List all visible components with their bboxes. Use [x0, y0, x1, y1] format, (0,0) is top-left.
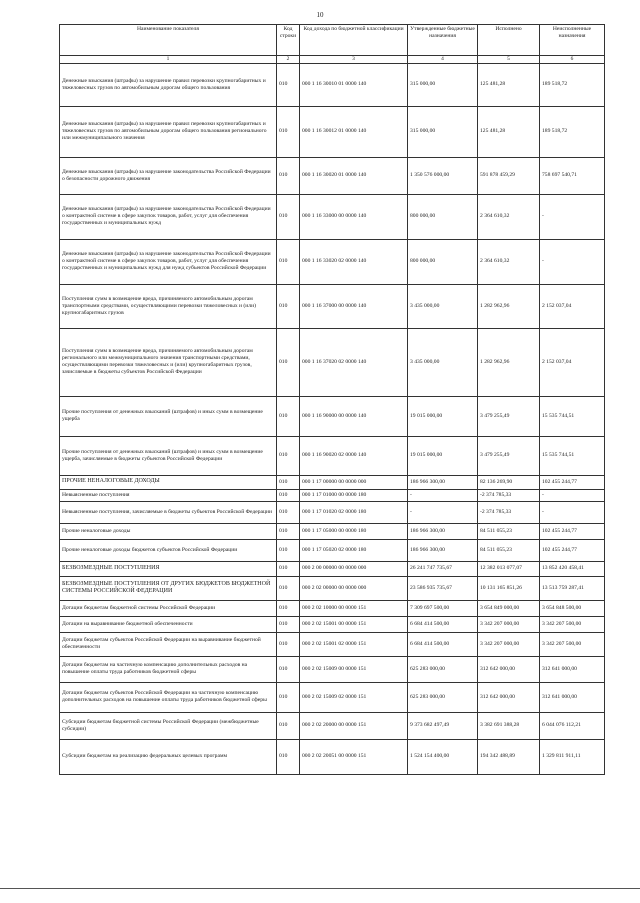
row-unexecuted: 2 152 037,04: [540, 328, 605, 396]
row-approved: 186 966 300,00: [408, 539, 478, 561]
row-income-code: 000 2 00 00000 00 0000 000: [300, 561, 408, 576]
row-line-code: 010: [277, 194, 300, 239]
page-bottom-rule: [0, 888, 640, 889]
table-row: [60, 157, 605, 194]
row-executed: 10 131 165 851,26: [478, 576, 540, 600]
row-line-code: 010: [277, 106, 300, 157]
page-number: 10: [316, 11, 324, 19]
row-name: Дотации на выравнивание бюджетной обеспеченности: [60, 616, 277, 632]
row-approved: 19 015 000,00: [408, 436, 478, 475]
row-name: Дотации бюджетам на частичную компенсацию дополнительных расходов на повышение оплаты труда работников бюджетной сферы: [60, 656, 277, 682]
row-income-code: 000 1 17 00000 00 0000 000: [300, 475, 408, 489]
row-income-code: 000 2 02 15009 00 0000 151: [300, 656, 408, 682]
row-executed: 194 342 488,89: [478, 739, 540, 774]
table-row: [60, 239, 605, 284]
row-approved: 19 015 000,00: [408, 396, 478, 436]
column-number: 3: [300, 56, 408, 64]
row-line-code: 010: [277, 682, 300, 712]
row-name: БЕЗВОЗМЕЗДНЫЕ ПОСТУПЛЕНИЯ ОТ ДРУГИХ БЮДЖЕТОВ БЮДЖЕТНОЙ СИСТЕМЫ РОССИЙСКОЙ ФЕДЕРАЦИИ: [60, 576, 277, 600]
row-executed: 84 511 055,23: [478, 523, 540, 539]
row-income-code: 000 2 02 00000 00 0000 000: [300, 576, 408, 600]
row-line-code: 010: [277, 656, 300, 682]
row-unexecuted: 6 044 076 112,21: [540, 712, 605, 739]
row-executed: 2 364 610,32: [478, 239, 540, 284]
row-approved: 6 684 414 500,00: [408, 632, 478, 656]
row-line-code: 010: [277, 501, 300, 523]
column-number: 4: [408, 56, 478, 64]
row-line-code: 010: [277, 712, 300, 739]
row-executed: 3 342 207 000,00: [478, 632, 540, 656]
row-executed: -2 374 785,33: [478, 489, 540, 501]
table-row: [60, 489, 605, 501]
row-approved: 315 000,00: [408, 106, 478, 157]
row-approved: -: [408, 489, 478, 501]
row-name: Прочие поступления от денежных взысканий (штрафов) и иных сумм в возмещение ущерба, зачисляемые в бюджеты субъектов Российской Федерации: [60, 436, 277, 475]
row-executed: 125 481,28: [478, 63, 540, 106]
row-income-code: 000 2 02 20000 00 0000 151: [300, 712, 408, 739]
row-name: Невыясненные поступления: [60, 489, 277, 501]
table-row: [60, 396, 605, 436]
row-name: Поступления сумм в возмещение вреда, причиняемого автомобильным дорогам регионального или межмуниципального значения транспортными средствами, осуществляющими перевозки тяжеловесных и (или) крупногабаритных грузов, зачисляемые в бюджеты субъектов Российской Федерации: [60, 328, 277, 396]
table-row: [60, 561, 605, 576]
row-name: Денежные взыскания (штрафы) за нарушение правил перевозки крупногабаритных и тяжеловесных грузов по автомобильным дорогам общего пользования регионального или межмуниципального значения: [60, 106, 277, 157]
row-income-code: 000 1 16 90000 00 0000 140: [300, 396, 408, 436]
header-row: [60, 25, 605, 56]
row-name: БЕЗВОЗМЕЗДНЫЕ ПОСТУПЛЕНИЯ: [60, 561, 277, 576]
row-income-code: 000 2 02 20051 00 0000 151: [300, 739, 408, 774]
row-approved: 9 373 682 497,49: [408, 712, 478, 739]
header-approved: Утвержденные бюджетные назначения: [408, 25, 478, 56]
row-executed: 3 479 255,49: [478, 396, 540, 436]
row-unexecuted: 102 455 244,77: [540, 523, 605, 539]
row-approved: 1 350 576 000,00: [408, 157, 478, 194]
row-approved: 186 966 300,00: [408, 475, 478, 489]
table-row: [60, 501, 605, 523]
row-executed: 82 136 269,90: [478, 475, 540, 489]
row-income-code: 000 1 16 30020 01 0000 140: [300, 157, 408, 194]
table-row: [60, 712, 605, 739]
row-name: Поступления сумм в возмещение вреда, причиняемого автомобильным дорогам транспортными средствами, осуществляющими перевозки тяжеловесных и (или) крупногабаритных грузов: [60, 284, 277, 328]
row-approved: 625 283 000,00: [408, 656, 478, 682]
row-name: Денежные взыскания (штрафы) за нарушение правил перевозки крупногабаритных и тяжеловесных грузов по автомобильным дорогам общего пользования: [60, 63, 277, 106]
row-approved: 800 000,00: [408, 239, 478, 284]
row-unexecuted: 3 342 207 500,00: [540, 632, 605, 656]
table-row: [60, 632, 605, 656]
row-unexecuted: 102 455 244,77: [540, 475, 605, 489]
row-name: Денежные взыскания (штрафы) за нарушение законодательства Российской Федерации о безопасности дорожного движения: [60, 157, 277, 194]
table-row: [60, 739, 605, 774]
row-unexecuted: -: [540, 194, 605, 239]
table-row: [60, 328, 605, 396]
row-income-code: 000 1 16 33000 00 0000 140: [300, 194, 408, 239]
table-row: [60, 284, 605, 328]
row-name: Дотации бюджетам субъектов Российской Федерации на частичную компенсацию дополнительных расходов на повышение оплаты труда работников бюджетной сферы: [60, 682, 277, 712]
row-unexecuted: 189 518,72: [540, 106, 605, 157]
row-unexecuted: -: [540, 239, 605, 284]
row-unexecuted: 13 852 420 458,41: [540, 561, 605, 576]
row-executed: 1 282 962,96: [478, 328, 540, 396]
header-name: Наименование показателя: [60, 25, 277, 56]
row-name: Невыясненные поступления, зачисляемые в бюджеты субъектов Российской Федерации: [60, 501, 277, 523]
row-unexecuted: -: [540, 489, 605, 501]
row-income-code: 000 1 17 05000 00 0000 180: [300, 523, 408, 539]
row-line-code: 010: [277, 239, 300, 284]
row-name: Дотации бюджетам субъектов Российской Федерации на выравнивание бюджетной обеспеченности: [60, 632, 277, 656]
row-line-code: 010: [277, 284, 300, 328]
row-name: Субсидии бюджетам на реализацию федеральных целевых программ: [60, 739, 277, 774]
row-name: Прочие неналоговые доходы бюджетов субъектов Российской Федерации: [60, 539, 277, 561]
row-income-code: 000 1 16 30010 01 0000 140: [300, 63, 408, 106]
row-line-code: 010: [277, 436, 300, 475]
row-line-code: 010: [277, 328, 300, 396]
row-unexecuted: 312 641 000,00: [540, 656, 605, 682]
row-line-code: 010: [277, 632, 300, 656]
table-row: [60, 475, 605, 489]
row-income-code: 000 2 02 15009 02 0000 151: [300, 682, 408, 712]
row-name: Денежные взыскания (штрафы) за нарушение законодательства Российской Федерации о контрактной системе в сфере закупок товаров, работ, услуг для обеспечения государственных и муниципальных нужд: [60, 194, 277, 239]
row-line-code: 010: [277, 739, 300, 774]
row-executed: 3 342 207 000,00: [478, 616, 540, 632]
row-line-code: 010: [277, 523, 300, 539]
table-row: [60, 194, 605, 239]
row-executed: 1 282 962,96: [478, 284, 540, 328]
row-unexecuted: 758 697 540,71: [540, 157, 605, 194]
row-income-code: 000 1 16 90020 02 0000 140: [300, 436, 408, 475]
row-approved: 625 283 000,00: [408, 682, 478, 712]
row-executed: -2 374 785,33: [478, 501, 540, 523]
row-line-code: 010: [277, 576, 300, 600]
column-number-row: [60, 56, 605, 64]
row-unexecuted: 3 654 848 500,00: [540, 600, 605, 616]
row-executed: 3 382 691 388,28: [478, 712, 540, 739]
column-number: 5: [478, 56, 540, 64]
row-income-code: 000 1 17 01000 00 0000 180: [300, 489, 408, 501]
row-executed: 12 382 013 077,07: [478, 561, 540, 576]
row-approved: 186 966 300,00: [408, 523, 478, 539]
row-income-code: 000 1 16 37020 02 0000 140: [300, 328, 408, 396]
header-executed: Исполнено: [478, 25, 540, 56]
row-executed: 312 642 000,00: [478, 682, 540, 712]
row-line-code: 010: [277, 616, 300, 632]
header-line-code: Код строки: [277, 25, 300, 56]
row-name: Прочие неналоговые доходы: [60, 523, 277, 539]
row-approved: 315 000,00: [408, 63, 478, 106]
row-approved: 3 435 000,00: [408, 328, 478, 396]
row-unexecuted: 13 513 759 287,41: [540, 576, 605, 600]
table-body: [60, 63, 605, 774]
row-name: ПРОЧИЕ НЕНАЛОГОВЫЕ ДОХОДЫ: [60, 475, 277, 489]
row-line-code: 010: [277, 539, 300, 561]
row-income-code: 000 1 17 05020 02 0000 180: [300, 539, 408, 561]
row-approved: 23 586 935 735,67: [408, 576, 478, 600]
row-income-code: 000 2 02 15001 00 0000 151: [300, 616, 408, 632]
row-income-code: 000 1 16 33020 02 0000 140: [300, 239, 408, 284]
table-row: [60, 539, 605, 561]
row-name: Субсидии бюджетам бюджетной системы Российской Федерации (межбюджетные субсидии): [60, 712, 277, 739]
row-executed: 591 878 459,29: [478, 157, 540, 194]
row-executed: 2 364 610,32: [478, 194, 540, 239]
row-unexecuted: 102 455 244,77: [540, 539, 605, 561]
row-approved: 1 524 154 400,00: [408, 739, 478, 774]
row-line-code: 010: [277, 561, 300, 576]
table-row: [60, 600, 605, 616]
row-income-code: 000 1 16 30012 01 0000 140: [300, 106, 408, 157]
column-number: 1: [60, 56, 277, 64]
table-row: [60, 576, 605, 600]
table-row: [60, 63, 605, 106]
row-income-code: 000 2 02 15001 02 0000 151: [300, 632, 408, 656]
header-income-code: Код дохода по бюджетной классификации: [300, 25, 408, 56]
row-approved: 7 309 697 500,00: [408, 600, 478, 616]
row-executed: 125 481,28: [478, 106, 540, 157]
row-line-code: 010: [277, 475, 300, 489]
row-unexecuted: 3 342 207 500,00: [540, 616, 605, 632]
row-unexecuted: 15 535 744,51: [540, 396, 605, 436]
row-unexecuted: 189 518,72: [540, 63, 605, 106]
row-unexecuted: 15 535 744,51: [540, 436, 605, 475]
budget-execution-table: [59, 24, 605, 775]
row-name: Дотации бюджетам бюджетной системы Российской Федерации: [60, 600, 277, 616]
row-approved: 6 684 414 500,00: [408, 616, 478, 632]
row-unexecuted: 2 152 037,04: [540, 284, 605, 328]
row-unexecuted: 312 641 000,00: [540, 682, 605, 712]
row-unexecuted: -: [540, 501, 605, 523]
row-line-code: 010: [277, 600, 300, 616]
table-row: [60, 106, 605, 157]
row-name: Денежные взыскания (штрафы) за нарушение законодательства Российской Федерации о контрактной системе в сфере закупок товаров, работ, услуг для обеспечения государственных и муниципальных нужд для нужд субъектов Российской Федерации: [60, 239, 277, 284]
table-row: [60, 523, 605, 539]
row-line-code: 010: [277, 157, 300, 194]
row-income-code: 000 1 17 01020 02 0000 180: [300, 501, 408, 523]
column-number: 6: [540, 56, 605, 64]
row-name: Прочие поступления от денежных взысканий (штрафов) и иных сумм в возмещение ущерба: [60, 396, 277, 436]
row-executed: 3 654 849 000,00: [478, 600, 540, 616]
column-number: 2: [277, 56, 300, 64]
table-row: [60, 616, 605, 632]
row-approved: 3 435 000,00: [408, 284, 478, 328]
table-row: [60, 436, 605, 475]
row-executed: 84 511 055,23: [478, 539, 540, 561]
table-row: [60, 656, 605, 682]
row-approved: 26 241 747 735,67: [408, 561, 478, 576]
row-executed: 312 642 000,00: [478, 656, 540, 682]
row-unexecuted: 1 329 811 911,11: [540, 739, 605, 774]
table-row: [60, 682, 605, 712]
row-line-code: 010: [277, 489, 300, 501]
row-income-code: 000 2 02 10000 00 0000 151: [300, 600, 408, 616]
row-approved: 800 000,00: [408, 194, 478, 239]
row-executed: 3 479 255,49: [478, 436, 540, 475]
row-line-code: 010: [277, 63, 300, 106]
row-line-code: 010: [277, 396, 300, 436]
row-income-code: 000 1 16 37000 00 0000 140: [300, 284, 408, 328]
header-unexecuted: Неисполненные назначения: [540, 25, 605, 56]
row-approved: -: [408, 501, 478, 523]
